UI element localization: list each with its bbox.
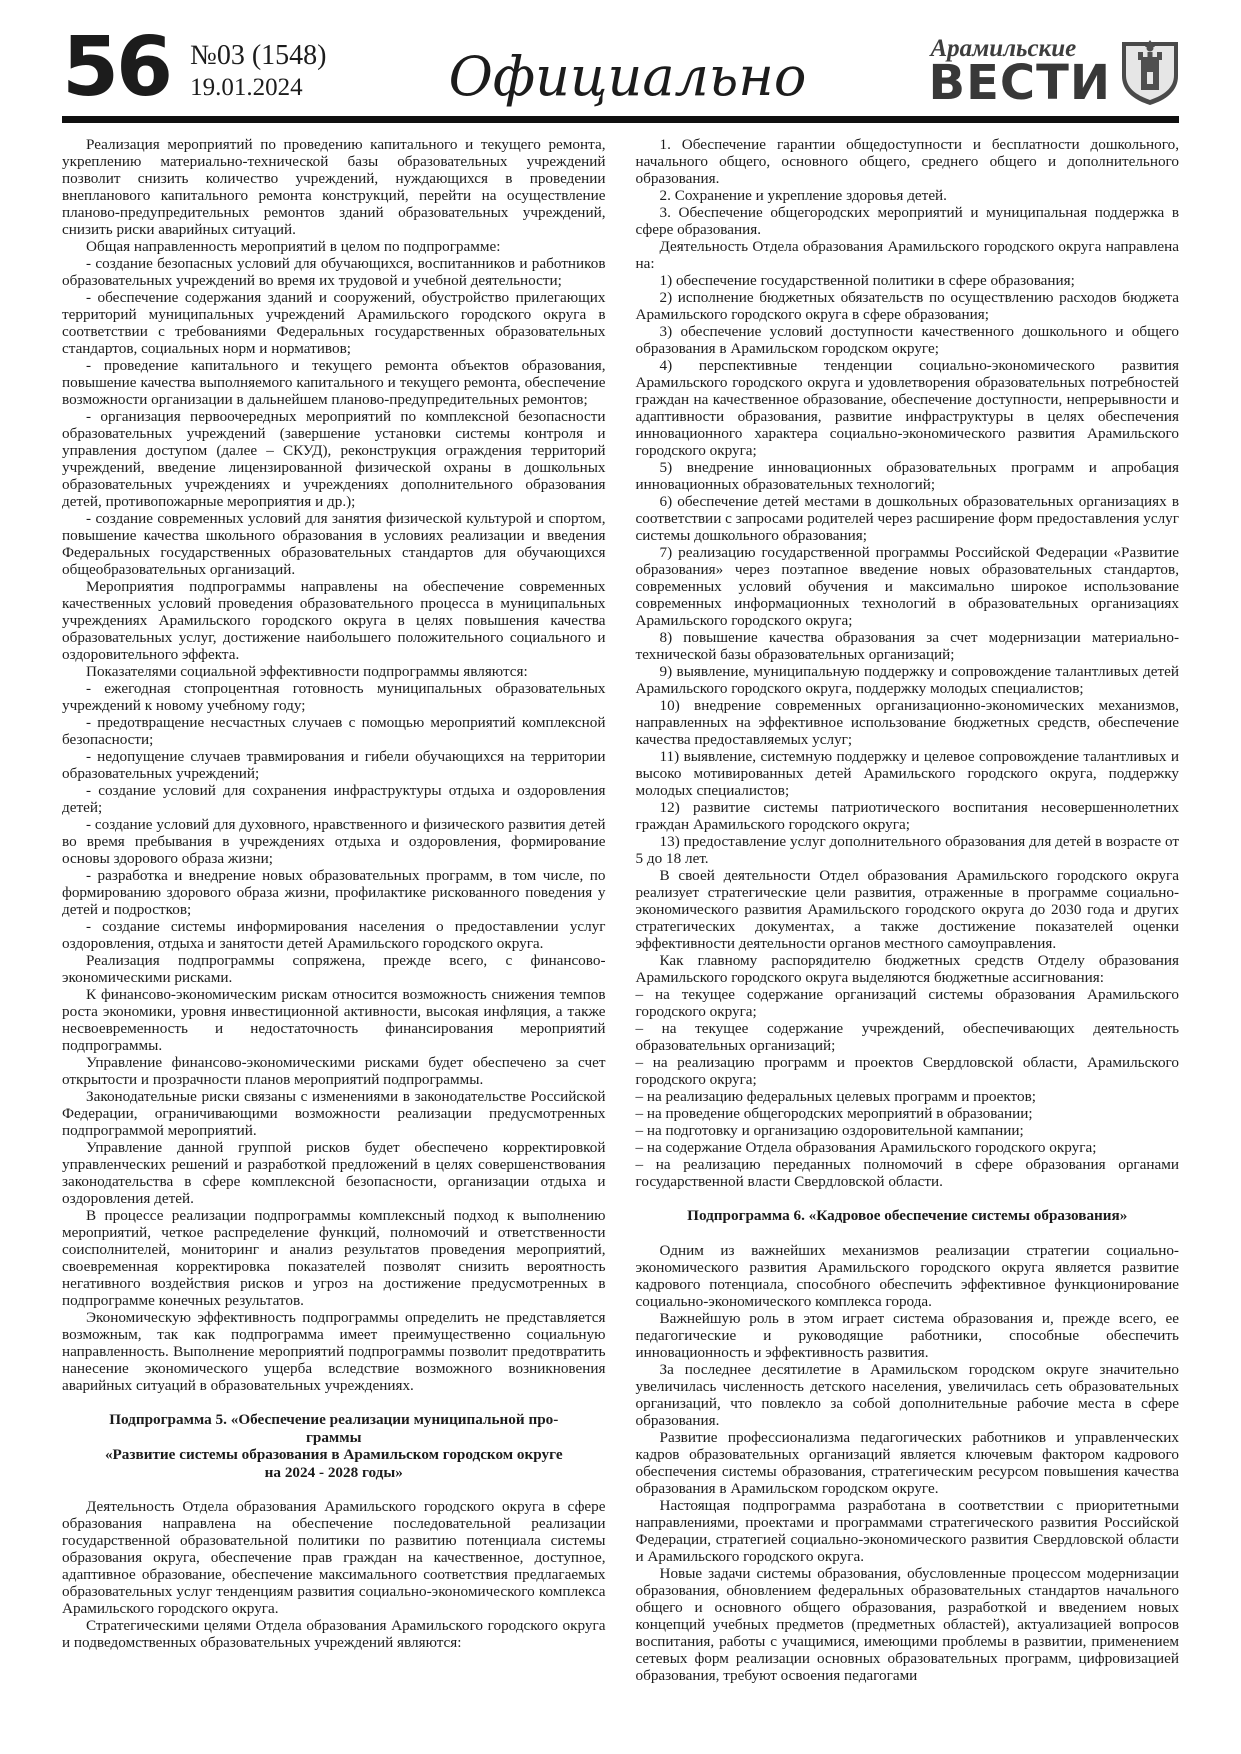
paragraph: За последнее десятилетие в Арамильском городском округе значительно увеличилась численность детского населения, увеличилась сеть образовательных организаций, что повлекло за собой дополнительные рабочие места в сфере образования.: [635, 1360, 1179, 1429]
paragraph: - организация первоочередных мероприятий по комплексной безопасности образовательных учреждений (завершение установки системы контроля и управления доступом (далее – СКУД), реконструкция ограждения территорий учреждений, введение лицензированной физической охраны в дошкольных образовательных учреждениях и учреждениях дополнительного образования детей, противопожарные мероприятия и др.);: [62, 408, 606, 510]
issue-date: 19.01.2024: [190, 74, 303, 102]
brand-name-top: Арамильские: [930, 35, 1077, 63]
paragraph: 7) реализацию государственной программы Российской Федерации «Развитие образования» через поэтапное введение новых образовательных стандартов, современных условий обучения и максимально широкое использование современных информационных технологий в образовательных организациях Арамильского городского округа;: [635, 544, 1179, 629]
paragraph: 1. Обеспечение гарантии общедоступности и бесплатности дошкольного, начального общего, основного общего, среднего общего и дополнительного образования.: [635, 136, 1179, 187]
paragraph: Одним из важнейших механизмов реализации стратегии социально-экономического развития Арамильского городского округа является развитие кадрового потенциала, способного обеспечить эффективное функционирование социально-экономического комплекса города.: [635, 1241, 1179, 1310]
paragraph: Управление данной группой рисков будет обеспечено корректировкой управленческих решений и разработкой предложений в целях совершенствования законодательства в сфере комплексной безопасности, организации отдыха и оздоровления детей.: [62, 1139, 606, 1207]
paragraph: - предотвращение несчастных случаев с помощью мероприятий комплексной безопасности;: [62, 714, 606, 748]
header-rule: [62, 116, 1179, 123]
paragraph: Деятельность Отдела образования Арамильского городского округа направлена на:: [635, 238, 1179, 272]
paragraph: Реализация подпрограммы сопряжена, прежде всего, с финансово-экономическими рисками.: [62, 952, 606, 986]
paragraph: – на проведение общегородских мероприятий в образовании;: [635, 1105, 1033, 1122]
paragraph: - создание условий для сохранения инфраструктуры отдыха и оздоровления детей;: [62, 782, 606, 816]
coat-of-arms-icon: [1121, 36, 1179, 106]
paragraph: 8) повышение качества образования за счет модернизации материально-технической базы образовательных организаций;: [635, 629, 1179, 663]
paragraph: Стратегическими целями Отдела образования Арамильского городского округа и подведомственных образовательных учреждений являются:: [62, 1617, 606, 1651]
subprogram-heading: Подпрограмма 6. «Кадровое обеспечение системы образования»: [687, 1207, 1128, 1224]
paragraph: Мероприятия подпрограммы направлены на обеспечение современных качественных условий проведения образовательного процесса в муниципальных учреждениях Арамильского городского округа в целях повышения качества образовательных услуг, достижение наибольшего положительного социального и оздоровительного эффекта.: [62, 578, 606, 663]
paragraph: Развитие профессионализма педагогических работников и управленческих кадров образовательных организаций является ключевым фактором кадрового обеспечения системы образования, стратегическим ресурсом повышения качества образования в Арамильском городском округе.: [635, 1428, 1179, 1497]
paragraph: - создание условий для духовного, нравственного и физического развития детей во время пребывания в учреждениях отдыха и оздоровления, формирование основы здорового образа жизни;: [62, 816, 606, 867]
paragraph: Как главному распорядителю бюджетных средств Отделу образования Арамильского городского округа выделяются бюджетные ассигнования:: [635, 952, 1179, 986]
issue-number: №03 (1548): [190, 40, 327, 71]
paragraph: К финансово-экономическим рискам относится возможность снижения темпов роста экономики, уровня инвестиционной активности, высокая инфляция, а также несвоевременность и недостаточность финансирования мероприятий подпрограммы.: [62, 986, 606, 1054]
paragraph: - проведение капитального и текущего ремонта объектов образования, повышение качества выполняемого капитального и текущего ремонта, обеспечение возможности организации в дальнейшем планово-предупредительных ремонтов;: [62, 357, 606, 408]
paragraph: Общая направленность мероприятий в целом по подпрограмме:: [86, 238, 501, 255]
paragraph: В своей деятельности Отдел образования Арамильского городского округа реализует стратегические цели развития, отраженные в программе социально-экономического развития Арамильского городского округа до 2030 года и других стратегических документах, а также достижение показателей оценки эффективности деятельности органов местного самоуправления.: [635, 867, 1179, 952]
paragraph: 2) исполнение бюджетных обязательств по осуществлению расходов бюджета Арамильского городского округа в сфере образования;: [635, 289, 1179, 323]
paragraph: - создание современных условий для занятия физической культурой и спортом, повышение качества школьного образования в условиях реализации и введения Федеральных государственных образовательных стандартов для обучающихся общеобразовательных организаций.: [62, 510, 606, 578]
column-right: [636, 136, 1180, 1684]
paragraph: - разработка и внедрение новых образовательных программ, в том числе, по формированию здорового образа жизни, профилактике рискованного поведения у детей и подростков;: [62, 867, 606, 918]
paragraph: Законодательные риски связаны с изменениями в законодательстве Российской Федерации, ограничивающими возможности реализации предусмотренных подпрограммой мероприятий.: [62, 1088, 606, 1139]
paragraph: 5) внедрение инновационных образовательных программ и апробация инновационных образовательных технологий;: [635, 459, 1179, 493]
paragraph: – на текущее содержание организаций системы образования Арамильского городского округа;: [635, 986, 1179, 1020]
paragraph: Экономическую эффективность подпрограммы определить не представляется возможным, так как подпрограмма имеет преимущественно социальную направленность. Выполнение мероприятий подпрограммы позволит предотвратить нанесение экономического ущерба вследствие возможного возникновения аварийных ситуаций в образовательных учреждениях.: [62, 1309, 606, 1394]
paragraph: - ежегодная стопроцентная готовность муниципальных образовательных учреждений к новому учебному году;: [62, 680, 606, 714]
paragraph: Показателями социальной эффективности подпрограммы являются:: [86, 663, 528, 680]
paragraph: – на реализацию переданных полномочий в сфере образования органами государственной власти Свердловской области.: [635, 1156, 1179, 1190]
article-body: [62, 136, 1179, 1684]
brand-text: [928, 35, 1111, 112]
paragraph: – на реализацию федеральных целевых программ и проектов;: [635, 1088, 1036, 1105]
paragraph: 3. Обеспечение общегородских мероприятий и муниципальная поддержка в сфере образования.: [635, 204, 1179, 238]
paragraph: 9) выявление, муниципальную поддержку и сопровождение талантливых детей Арамильского городского округа, поддержку молодых специалистов;: [635, 663, 1179, 697]
paragraph: – на содержание Отдела образования Арамильского городского округа;: [635, 1139, 1097, 1156]
paragraph: 12) развитие системы патриотического воспитания несовершеннолетних граждан Арамильского городского округа;: [635, 799, 1179, 833]
section-title: Официально: [448, 45, 807, 108]
paragraph: - создание системы информирования населения о предоставлении услуг оздоровления, отдыха и занятости детей Арамильского городского округа.: [62, 918, 606, 952]
paragraph: 4) перспективные тенденции социально-экономического развития Арамильского городского округа и удовлетворения образовательных потребностей граждан на качественное образование, обеспечение доступности, непрерывности и адаптивности образования, развитие инфраструктуры в целях обеспечения инновационного характера социально-экономического развития Арамильского городского округа;: [635, 357, 1179, 459]
subprogram-heading: Подпрограмма 5. «Обеспечение реализации муниципальной про- граммы «Развитие системы образования в Арамильском городском округе на 2024 - 2028 годы»: [104, 1411, 563, 1481]
paragraph: – на подготовку и организацию оздоровительной кампании;: [635, 1122, 1024, 1139]
paragraph: 2. Сохранение и укрепление здоровья детей.: [659, 187, 947, 204]
paragraph: - обеспечение содержания зданий и сооружений, обустройство прилегающих территорий муниципальных учреждений Арамильского городского округа в соответствии с требованиями Федеральных государственных образовательных стандартов, социальных норм и нормативов;: [62, 289, 606, 357]
paragraph: – на текущее содержание учреждений, обеспечивающих деятельность образовательных организаций;: [635, 1020, 1179, 1054]
paragraph: 11) выявление, системную поддержку и целевое сопровождение талантливых и высоко мотивированных детей Арамильского городского округа, поддержку молодых специалистов;: [635, 748, 1179, 799]
paragraph: Новые задачи системы образования, обусловленные процессом модернизации образования, обновлением федеральных образовательных стандартов начального общего и основного общего образования, разработкой и введением новых концепций учебных предметов (предметных областей), актуализацией вопросов воспитания, работы с учащимися, имеющими проблемы в развитии, применением сетевых форм реализации основных образовательных программ, цифровизацией образования, требуют освоения педагогами: [635, 1564, 1179, 1684]
paragraph: 1) обеспечение государственной политики в сфере образования;: [659, 272, 1075, 289]
paragraph: Настоящая подпрограмма разработана в соответствии с приоритетными направлениями, проектами и программами стратегического развития Российской Федерации, стратегией социально-экономического развития Свердловской области и Арамильского городского округа.: [635, 1496, 1179, 1565]
masthead: [62, 20, 1179, 115]
paragraph: 10) внедрение современных организационно-экономических механизмов, направленных на эффективное использование бюджетных средств, обеспечение качества предоставляемых услуг;: [635, 697, 1179, 748]
newspaper-brand: [928, 34, 1179, 112]
paragraph: Деятельность Отдела образования Арамильского городского округа в сфере образования направлена на обеспечение последовательной реализации государственной образовательной политики по развитию потенциала системы образования округа, обеспечение прав граждан на качественное, доступное, адаптивное образование, обеспечение максимального соответствия предлагаемых образовательных услуг тенденциям развития социально-экономического комплекса Арамильского городского округа.: [62, 1498, 606, 1617]
paragraph: 3) обеспечение условий доступности качественного дошкольного и общего образования в Арамильском городском округе;: [635, 323, 1179, 357]
paragraph: 6) обеспечение детей местами в дошкольных образовательных организациях в соответствии с запросами родителей через расширение форм предоставления услуг системы дошкольного образования;: [635, 493, 1179, 544]
paragraph: 13) предоставление услуг дополнительного образования для детей в возрасте от 5 до 18 лет.: [635, 833, 1179, 867]
paragraph: - недопущение случаев травмирования и гибели обучающихся на территории образовательных учреждений;: [62, 748, 606, 782]
paragraph: Важнейшую роль в этом играет система образования и, прежде всего, ее педагогические и руководящие работники, способные обеспечить инновационность и эффективность развития.: [635, 1309, 1179, 1361]
brand-name-bottom: ВЕСТИ: [928, 55, 1111, 112]
issue-block: [190, 34, 326, 102]
paragraph: - создание безопасных условий для обучающихся, воспитанников и работников образовательных учреждений во время их трудовой и учебной деятельности;: [62, 255, 606, 289]
paragraph: Реализация мероприятий по проведению капитального и текущего ремонта, укреплению материально-технической базы образовательных учреждений позволит снизить количество учреждений, нуждающихся в проведении внепланового капитального ремонта конструкций, перейти на осуществление планово-предупредительных ремонтов зданий образовательных учреждений, снизить риски аварийных ситуаций.: [62, 136, 606, 238]
paragraph: Управление финансово-экономическими рисками будет обеспечено за счет открытости и прозрачности планов мероприятий подпрограммы.: [62, 1054, 606, 1088]
column-left: [62, 136, 606, 1684]
paragraph: – на реализацию программ и проектов Свердловской области, Арамильского городского округа;: [635, 1054, 1179, 1088]
masthead-left: [62, 20, 327, 115]
paragraph: В процессе реализации подпрограммы комплексный подход к выполнению мероприятий, четкое распределение функций, полномочий и ответственности соисполнителей, мониторинг и анализ результатов проведения мероприятий, своевременная корректировка показателей позволят снизить вероятность негативного воздействия рисков и угроз на достижение предусмотренных в подпрограмме конечных результатов.: [62, 1207, 606, 1309]
page-number: 56: [62, 20, 171, 115]
